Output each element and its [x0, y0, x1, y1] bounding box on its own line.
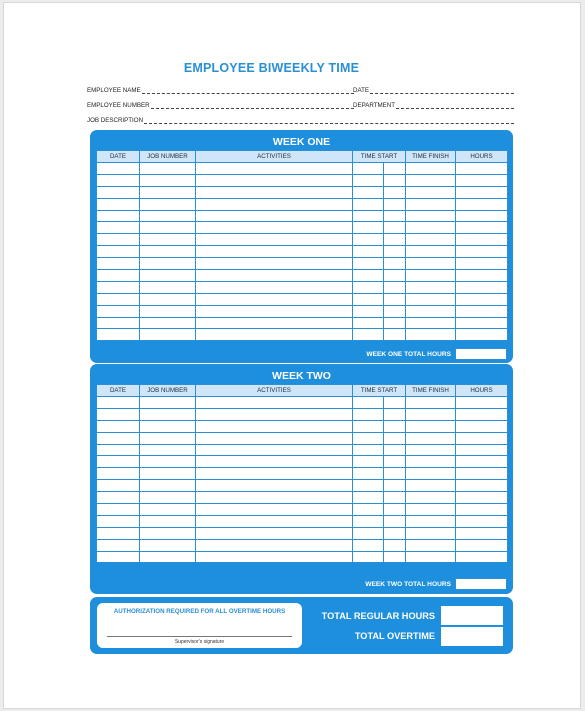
week-two-header-row: [97, 385, 508, 397]
week-one-cell[interactable]: [196, 222, 353, 234]
week-one-cell[interactable]: [140, 270, 196, 282]
signature-line: [107, 636, 292, 637]
week-one-cell[interactable]: [406, 174, 456, 186]
col-time-start: TIME START: [353, 151, 406, 163]
week-one-cell[interactable]: [97, 198, 140, 210]
week-one-cell[interactable]: [406, 258, 456, 270]
week-two-cell[interactable]: [384, 504, 406, 516]
week-one-cell[interactable]: [196, 270, 353, 282]
week-two-cell[interactable]: [406, 432, 456, 444]
week-one-cell[interactable]: [384, 281, 406, 293]
week-one-row: [97, 210, 508, 222]
week-one-row: [97, 246, 508, 258]
week-two-cell[interactable]: [140, 432, 196, 444]
week-two-total-label: WEEK TWO TOTAL HOURS: [365, 580, 451, 588]
col-time-start: TIME START: [353, 385, 406, 397]
week-one-cell[interactable]: [406, 293, 456, 305]
week-one-cell[interactable]: [97, 270, 140, 282]
week-two-cell[interactable]: [353, 515, 384, 527]
week-one-cell[interactable]: [406, 222, 456, 234]
week-one-cell[interactable]: [140, 317, 196, 329]
week-one-cell[interactable]: [353, 281, 384, 293]
week-two-cell[interactable]: [196, 420, 353, 432]
week-one-cell[interactable]: [353, 305, 384, 317]
week-two-cell[interactable]: [97, 480, 140, 492]
week-one-cell[interactable]: [456, 246, 508, 258]
week-one-cell[interactable]: [456, 234, 508, 246]
week-two-cell[interactable]: [456, 492, 508, 504]
job-description-label: JOB DESCRIPTION: [87, 117, 144, 124]
week-two-cell[interactable]: [97, 408, 140, 420]
week-two-cell[interactable]: [140, 468, 196, 480]
week-two-cell[interactable]: [97, 539, 140, 551]
authorization-heading: AUTHORIZATION REQUIRED FOR ALL OVERTIME HOURS: [113, 608, 286, 615]
week-two-total-box[interactable]: [455, 578, 507, 590]
week-two-cell[interactable]: [353, 527, 384, 539]
week-two-cell[interactable]: [97, 515, 140, 527]
week-one-cell[interactable]: [406, 210, 456, 222]
week-one-cell[interactable]: [384, 210, 406, 222]
week-one-cell[interactable]: [97, 163, 140, 175]
week-one-cell[interactable]: [384, 293, 406, 305]
week-one-row: [97, 270, 508, 282]
week-one-cell[interactable]: [97, 186, 140, 198]
week-two-cell[interactable]: [140, 515, 196, 527]
week-one-cell[interactable]: [353, 234, 384, 246]
week-two-cell[interactable]: [456, 527, 508, 539]
week-two-cell[interactable]: [140, 539, 196, 551]
week-one-cell[interactable]: [140, 293, 196, 305]
week-two-cell[interactable]: [456, 515, 508, 527]
week-two-cell[interactable]: [140, 504, 196, 516]
week-one-cell[interactable]: [196, 246, 353, 258]
week-one-cell[interactable]: [196, 258, 353, 270]
week-two-cell[interactable]: [353, 444, 384, 456]
week-two-cell[interactable]: [353, 420, 384, 432]
week-two-cell[interactable]: [384, 527, 406, 539]
week-two-cell[interactable]: [196, 468, 353, 480]
week-one-cell[interactable]: [97, 210, 140, 222]
col-date: DATE: [97, 385, 140, 397]
department-field[interactable]: [353, 102, 515, 109]
week-one-cell[interactable]: [456, 293, 508, 305]
totals-footer: [90, 597, 513, 654]
col-activities: ACTIVITIES: [196, 385, 353, 397]
week-one-cell[interactable]: [384, 329, 406, 341]
week-two-row: [97, 456, 508, 468]
week-two-cell[interactable]: [406, 480, 456, 492]
week-one-cell[interactable]: [140, 305, 196, 317]
week-two-cell[interactable]: [97, 420, 140, 432]
week-two-cell[interactable]: [406, 527, 456, 539]
week-one-cell[interactable]: [196, 174, 353, 186]
week-two-cell[interactable]: [196, 492, 353, 504]
week-one-cell[interactable]: [384, 174, 406, 186]
week-two-cell[interactable]: [196, 408, 353, 420]
week-two-cell[interactable]: [97, 432, 140, 444]
week-one-row: [97, 329, 508, 341]
week-one-cell[interactable]: [384, 198, 406, 210]
total-overtime-label: TOTAL OVERTIME: [354, 631, 435, 641]
week-one-cell[interactable]: [140, 246, 196, 258]
week-two-cell[interactable]: [384, 539, 406, 551]
week-one-cell[interactable]: [97, 329, 140, 341]
week-two-cell[interactable]: [456, 551, 508, 563]
week-one-row: [97, 163, 508, 175]
week-one-cell[interactable]: [456, 281, 508, 293]
week-one-cell[interactable]: [140, 329, 196, 341]
week-one-cell[interactable]: [196, 186, 353, 198]
week-one-cell[interactable]: [406, 246, 456, 258]
week-one-cell[interactable]: [406, 270, 456, 282]
week-one-cell[interactable]: [384, 163, 406, 175]
week-two-cell[interactable]: [384, 480, 406, 492]
signature-caption: Supervisor's signature: [174, 639, 225, 645]
week-one-cell[interactable]: [97, 258, 140, 270]
week-two-row: [97, 539, 508, 551]
total-overtime-box[interactable]: [441, 627, 503, 646]
job-description-field[interactable]: [87, 117, 515, 124]
week-one-cell[interactable]: [140, 198, 196, 210]
week-one-row: [97, 198, 508, 210]
week-two-row: [97, 420, 508, 432]
week-one-cell[interactable]: [456, 186, 508, 198]
week-two-cell[interactable]: [384, 432, 406, 444]
week-one-row: [97, 293, 508, 305]
week-two-cell[interactable]: [140, 480, 196, 492]
week-one-cell[interactable]: [196, 163, 353, 175]
week-one-cell[interactable]: [406, 163, 456, 175]
week-two-cell[interactable]: [140, 492, 196, 504]
employee-name-label: EMPLOYEE NAME: [87, 87, 141, 94]
week-two-cell[interactable]: [97, 456, 140, 468]
week-two-cell[interactable]: [456, 539, 508, 551]
week-one-cell[interactable]: [353, 246, 384, 258]
week-two-cell[interactable]: [384, 468, 406, 480]
week-one-cell[interactable]: [384, 317, 406, 329]
week-two-cell[interactable]: [196, 397, 353, 409]
week-one-header-row: [97, 151, 508, 163]
week-one-cell[interactable]: [384, 234, 406, 246]
week-two-cell[interactable]: [406, 408, 456, 420]
week-one-cell[interactable]: [384, 270, 406, 282]
week-one-cell[interactable]: [97, 246, 140, 258]
col-hours: HOURS: [456, 385, 508, 397]
week-one-cell[interactable]: [406, 186, 456, 198]
week-one-cell[interactable]: [406, 281, 456, 293]
week-two-cell[interactable]: [196, 432, 353, 444]
week-one-cell[interactable]: [97, 305, 140, 317]
week-two-cell[interactable]: [406, 515, 456, 527]
week-one-row: [97, 222, 508, 234]
week-one-cell[interactable]: [353, 174, 384, 186]
week-one-title: WEEK ONE: [272, 136, 331, 148]
week-two-row: [97, 408, 508, 420]
week-two-cell[interactable]: [456, 456, 508, 468]
col-date: DATE: [97, 151, 140, 163]
week-one-cell[interactable]: [353, 222, 384, 234]
week-one-cell[interactable]: [140, 186, 196, 198]
week-one-cell[interactable]: [384, 222, 406, 234]
week-one-cell[interactable]: [456, 174, 508, 186]
week-two-cell[interactable]: [353, 504, 384, 516]
week-one-cell[interactable]: [406, 329, 456, 341]
week-two-title: WEEK TWO: [272, 370, 331, 382]
week-one-cell[interactable]: [140, 258, 196, 270]
week-two-cell[interactable]: [456, 408, 508, 420]
week-two-cell[interactable]: [140, 551, 196, 563]
week-one-cell[interactable]: [140, 234, 196, 246]
week-one-row: [97, 317, 508, 329]
employee-number-label: EMPLOYEE NUMBER: [87, 102, 150, 109]
week-two-cell[interactable]: [140, 527, 196, 539]
week-two-cell[interactable]: [384, 492, 406, 504]
week-two-cell[interactable]: [384, 397, 406, 409]
week-one-cell[interactable]: [353, 293, 384, 305]
week-one-cell[interactable]: [406, 305, 456, 317]
week-one-cell[interactable]: [456, 163, 508, 175]
week-two-row: [97, 468, 508, 480]
week-one-cell[interactable]: [196, 305, 353, 317]
week-two-cell[interactable]: [97, 504, 140, 516]
week-two-total-row: [96, 577, 507, 591]
week-two-cell[interactable]: [456, 397, 508, 409]
week-two-cell[interactable]: [406, 492, 456, 504]
week-two-body: [97, 397, 508, 563]
week-one-cell[interactable]: [384, 246, 406, 258]
week-one-cell[interactable]: [97, 281, 140, 293]
week-two-cell[interactable]: [353, 468, 384, 480]
col-time-finish: TIME FINISH: [406, 385, 456, 397]
week-two-cell[interactable]: [456, 444, 508, 456]
week-two-cell[interactable]: [353, 432, 384, 444]
week-two-cell[interactable]: [353, 408, 384, 420]
week-two-cell[interactable]: [97, 551, 140, 563]
week-two-row: [97, 527, 508, 539]
week-one-cell[interactable]: [196, 329, 353, 341]
week-one-cell[interactable]: [353, 186, 384, 198]
week-one-cell[interactable]: [456, 222, 508, 234]
week-two-cell[interactable]: [384, 456, 406, 468]
department-label: DEPARTMENT: [353, 102, 396, 109]
week-two-row: [97, 397, 508, 409]
week-two-cell[interactable]: [97, 468, 140, 480]
week-two-cell[interactable]: [406, 468, 456, 480]
week-one-cell[interactable]: [196, 234, 353, 246]
week-two-cell[interactable]: [384, 444, 406, 456]
col-job-number: JOB NUMBER: [140, 151, 196, 163]
employee-number-field[interactable]: [87, 102, 355, 109]
week-two-cell[interactable]: [456, 480, 508, 492]
week-one-cell[interactable]: [456, 210, 508, 222]
week-one-cell[interactable]: [140, 163, 196, 175]
week-two-cell[interactable]: [456, 504, 508, 516]
week-two-cell[interactable]: [353, 551, 384, 563]
week-two-cell[interactable]: [97, 397, 140, 409]
week-two-panel: [90, 364, 513, 594]
week-one-cell[interactable]: [456, 305, 508, 317]
week-one-cell[interactable]: [456, 258, 508, 270]
week-two-cell[interactable]: [353, 397, 384, 409]
week-two-cell[interactable]: [196, 480, 353, 492]
week-two-row: [97, 515, 508, 527]
authorization-box[interactable]: [97, 603, 302, 648]
week-two-cell[interactable]: [406, 397, 456, 409]
week-two-cell[interactable]: [406, 420, 456, 432]
week-one-cell[interactable]: [353, 329, 384, 341]
week-one-cell[interactable]: [384, 258, 406, 270]
week-one-cell[interactable]: [97, 293, 140, 305]
week-one-cell[interactable]: [353, 317, 384, 329]
week-one-cell[interactable]: [353, 270, 384, 282]
week-one-cell[interactable]: [97, 234, 140, 246]
total-regular-hours-label: TOTAL REGULAR HOURS: [321, 611, 435, 621]
week-two-cell[interactable]: [384, 408, 406, 420]
week-one-cell[interactable]: [196, 281, 353, 293]
col-time-finish: TIME FINISH: [406, 151, 456, 163]
week-one-cell[interactable]: [196, 293, 353, 305]
week-two-row: [97, 432, 508, 444]
week-one-cell[interactable]: [140, 210, 196, 222]
week-one-cell[interactable]: [97, 317, 140, 329]
week-one-cell[interactable]: [353, 210, 384, 222]
week-one-cell[interactable]: [196, 198, 353, 210]
week-two-cell[interactable]: [384, 515, 406, 527]
week-one-row: [97, 258, 508, 270]
week-one-cell[interactable]: [140, 174, 196, 186]
week-one-cell[interactable]: [384, 305, 406, 317]
week-one-body: [97, 163, 508, 341]
week-two-cell[interactable]: [456, 468, 508, 480]
week-two-cell[interactable]: [196, 539, 353, 551]
week-one-cell[interactable]: [456, 329, 508, 341]
week-two-cell[interactable]: [353, 492, 384, 504]
timesheet-page: [3, 2, 581, 709]
week-one-row: [97, 234, 508, 246]
week-two-cell[interactable]: [140, 456, 196, 468]
week-one-total-box[interactable]: [455, 348, 507, 360]
date-label: DATE: [353, 87, 370, 94]
week-two-cell[interactable]: [196, 551, 353, 563]
week-one-cell[interactable]: [456, 270, 508, 282]
week-two-cell[interactable]: [196, 515, 353, 527]
week-two-cell[interactable]: [353, 456, 384, 468]
week-two-cell[interactable]: [456, 420, 508, 432]
week-one-cell[interactable]: [456, 198, 508, 210]
week-two-cell[interactable]: [140, 444, 196, 456]
week-one-cell[interactable]: [140, 281, 196, 293]
week-two-row: [97, 551, 508, 563]
week-one-total-label: WEEK ONE TOTAL HOURS: [366, 350, 451, 358]
week-two-cell[interactable]: [196, 527, 353, 539]
week-two-cell[interactable]: [140, 397, 196, 409]
week-one-cell[interactable]: [353, 258, 384, 270]
col-activities: ACTIVITIES: [196, 151, 353, 163]
week-one-row: [97, 186, 508, 198]
week-one-cell[interactable]: [140, 222, 196, 234]
week-two-cell[interactable]: [406, 539, 456, 551]
total-regular-hours-box[interactable]: [441, 606, 503, 625]
week-two-row: [97, 492, 508, 504]
week-one-cell[interactable]: [196, 210, 353, 222]
week-two-table: [96, 384, 508, 563]
week-one-total-row: [96, 347, 507, 361]
week-two-cell[interactable]: [97, 444, 140, 456]
week-one-cell[interactable]: [406, 317, 456, 329]
week-two-cell[interactable]: [97, 492, 140, 504]
week-one-cell[interactable]: [406, 198, 456, 210]
week-two-row: [97, 444, 508, 456]
week-two-cell[interactable]: [456, 432, 508, 444]
week-two-cell[interactable]: [406, 551, 456, 563]
date-field[interactable]: [353, 87, 515, 94]
week-two-cell[interactable]: [353, 539, 384, 551]
week-one-cell[interactable]: [196, 317, 353, 329]
week-two-row: [97, 504, 508, 516]
week-two-cell[interactable]: [140, 408, 196, 420]
week-two-cell[interactable]: [406, 444, 456, 456]
week-one-panel: [90, 130, 513, 363]
week-one-cell[interactable]: [97, 222, 140, 234]
week-one-cell[interactable]: [384, 186, 406, 198]
form-title: EMPLOYEE BIWEEKLY TIME: [183, 61, 360, 75]
week-two-cell[interactable]: [384, 420, 406, 432]
week-two-cell[interactable]: [140, 420, 196, 432]
employee-name-field[interactable]: [87, 87, 355, 94]
week-one-cell[interactable]: [456, 317, 508, 329]
week-two-cell[interactable]: [97, 527, 140, 539]
week-two-cell[interactable]: [196, 444, 353, 456]
week-one-row: [97, 281, 508, 293]
week-one-table: [96, 150, 508, 341]
week-one-cell[interactable]: [406, 234, 456, 246]
week-two-cell[interactable]: [406, 504, 456, 516]
week-one-cell[interactable]: [353, 198, 384, 210]
week-two-cell[interactable]: [196, 456, 353, 468]
week-two-cell[interactable]: [196, 504, 353, 516]
week-two-cell[interactable]: [353, 480, 384, 492]
week-two-cell[interactable]: [384, 551, 406, 563]
col-hours: HOURS: [456, 151, 508, 163]
week-two-cell[interactable]: [406, 456, 456, 468]
col-job-number: JOB NUMBER: [140, 385, 196, 397]
week-one-row: [97, 305, 508, 317]
week-one-cell[interactable]: [353, 163, 384, 175]
week-two-row: [97, 480, 508, 492]
week-one-cell[interactable]: [97, 174, 140, 186]
week-one-row: [97, 174, 508, 186]
